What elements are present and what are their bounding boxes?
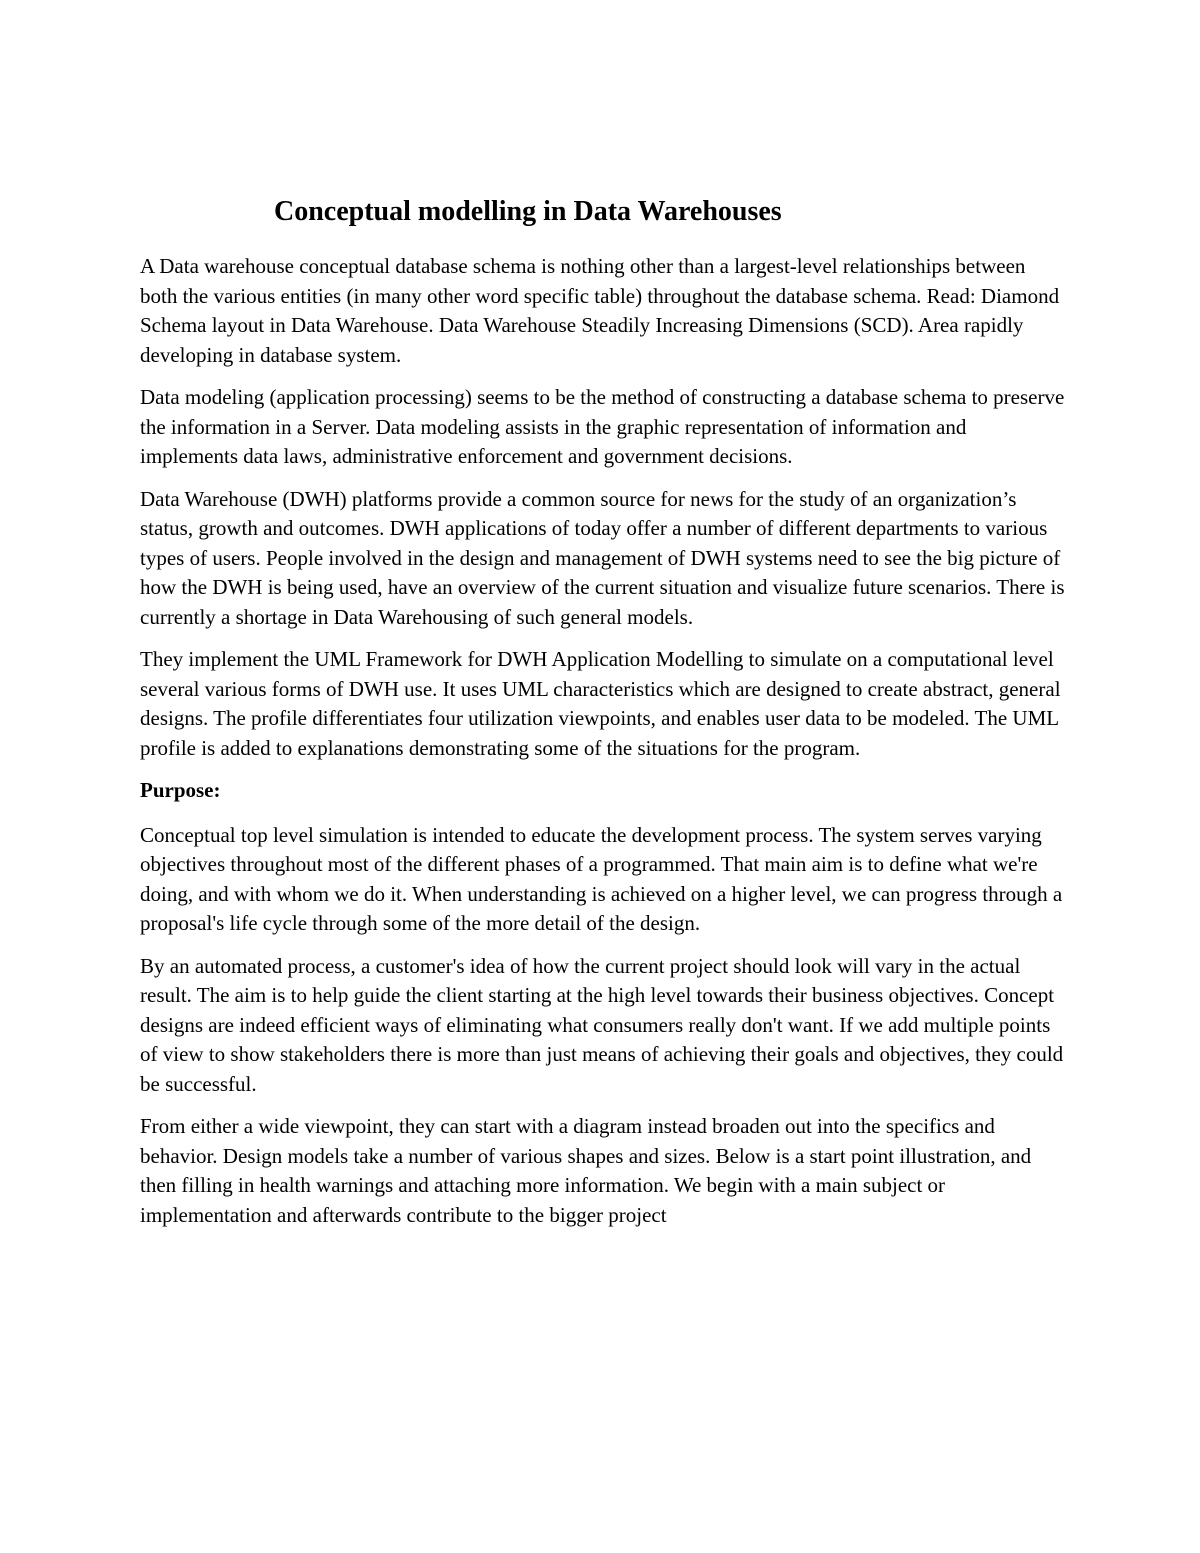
paragraph-intro-3: Data Warehouse (DWH) platforms provide a common source for news for the study of an organization’s status, growth and outcomes. DWH applications of today offer a number of different departments to various types of users. People involved in the design and management of DWH systems need to see the big picture of how the DWH is being used, have an overview of the current situation and visualize future scenarios. There is currently a shortage in Data Warehousing of such general models. (140, 486, 1065, 629)
purpose-heading: Purpose: (140, 778, 221, 802)
document-title: Conceptual modelling in Data Warehouses (274, 196, 782, 227)
paragraph-intro-2: Data modeling (application processing) seems to be the method of constructing a database schema to preserve the information in a Server. Data modeling assists in the graphic representation of information and implements data laws, administrative enforcement and government decisions. (140, 385, 1065, 468)
paragraph-purpose-1: Conceptual top level simulation is intended to educate the development process. The system serves varying objectives throughout most of the different phases of a programmed. That main aim is to define what we're doing, and with whom we do it. When understanding is achieved on a higher level, we can progress through a proposal's life cycle through some of the more detail of the design. (140, 822, 1063, 935)
paragraph-purpose-2: By an automated process, a customer's idea of how the current project should look will vary in the actual result. The aim is to help guide the client starting at the high level towards their business objectives. Concept designs are indeed efficient ways of eliminating what consumers really don't want. If we add multiple points of view to show stakeholders there is more than just means of achieving their goals and objectives, they could be successful. (140, 953, 1064, 1096)
paragraph-purpose-3: From either a wide viewpoint, they can start with a diagram instead broaden out into the specifics and behavior. Design models take a number of various shapes and sizes. Below is a start point illustration, and then filling in health warnings and attaching more information. We begin with a main subject or implementation and afterwards contribute to the bigger project (140, 1114, 1032, 1227)
paragraph-intro-1: A Data warehouse conceptual database schema is nothing other than a largest-level relationships between both the various entities (in many other word specific table) throughout the database schema. Read: Diamond Schema layout in Data Warehouse. Data Warehouse Steadily Increasing Dimensions (SCD). Area rapidly developing in database system. (140, 254, 1060, 367)
document-body (140, 192, 1065, 1243)
paragraph-intro-4: They implement the UML Framework for DWH Application Modelling to simulate on a computational level several various forms of DWH use. It uses UML characteristics which are designed to create abstract, general designs. The profile differentiates four utilization viewpoints, and enables user data to be modeled. The UML profile is added to explanations demonstrating some of the situations for the program. (140, 647, 1061, 760)
